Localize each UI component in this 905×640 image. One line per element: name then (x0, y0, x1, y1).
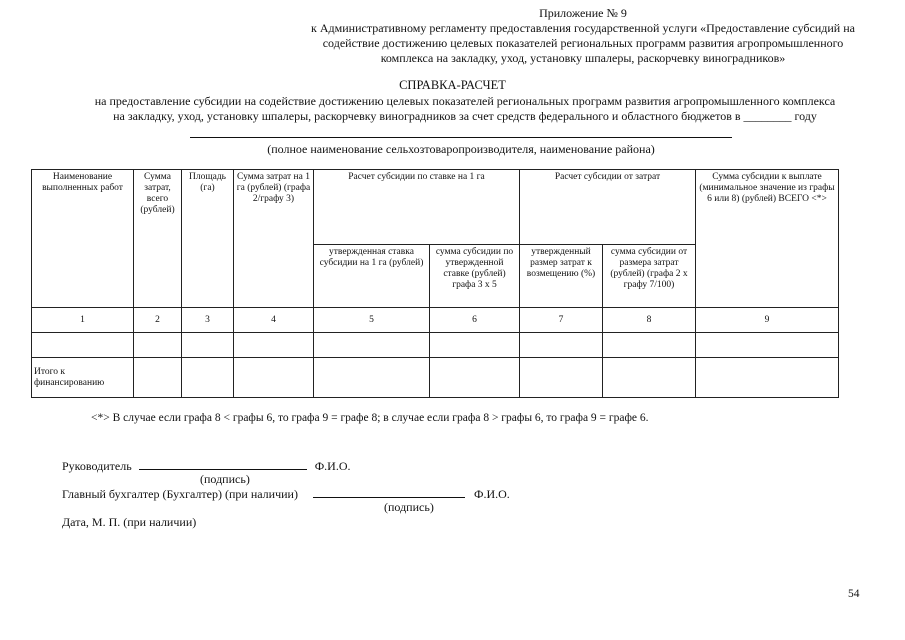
column-number: 7 (520, 308, 603, 333)
data-cell[interactable] (182, 333, 234, 358)
column-number-row (32, 308, 839, 333)
appendix-line-2: содействие достижению целевых показателей региональных программ развития агропромышленного (322, 36, 844, 50)
appendix-header (283, 6, 883, 66)
header-group-rate: Расчет субсидии по ставке на 1 га (314, 170, 520, 245)
total-cell[interactable] (234, 358, 314, 398)
footnote: <*> В случае если графа 8 < графы 6, то графа 9 = графе 8; в случае если графа 8 > графы 6, то графа 9 = графе 6. (91, 412, 649, 424)
accountant-signature-field[interactable] (313, 486, 465, 498)
subheader-rate-sum: сумма субсидии по утвержденной ставке (рублей) графа 3 x 5 (430, 245, 520, 308)
data-cell[interactable] (603, 333, 696, 358)
head-signature-field[interactable] (139, 458, 307, 470)
subheader-cost-percent: утвержденный размер затрат к возмещению (%) (520, 245, 603, 308)
appendix-line-3: комплекса на закладку, уход, установку шпалеры, раскорчевку виноградников» (380, 51, 786, 65)
date-stamp-label: Дата, М. П. (при наличии) (62, 515, 197, 529)
subtitle-line-1: на предоставление субсидии на содействие достижению целевых показателей региональных программ развития агропромышленного комплекса (94, 94, 836, 108)
total-cell[interactable] (603, 358, 696, 398)
total-row (32, 358, 839, 398)
subheader-rate: утвержденная ставка субсидии на 1 га (рублей) (314, 245, 430, 308)
total-cell[interactable] (430, 358, 520, 398)
subtitle-line-2: на закладку, уход, установку шпалеры, раскорчевку виноградников за счет средств федерального и областного бюджетов в ________ году (113, 109, 817, 123)
producer-name-field[interactable] (190, 137, 732, 138)
data-cell[interactable] (430, 333, 520, 358)
column-number: 3 (182, 308, 234, 333)
header-work-name: Наименование выполненных работ (32, 170, 134, 308)
subheader-cost-sum: сумма субсидии от размера затрат (рублей) (графа 2 x графу 7/100) (603, 245, 696, 308)
data-cell[interactable] (696, 333, 839, 358)
head-fio: Ф.И.О. (314, 459, 351, 473)
column-number: 1 (32, 308, 134, 333)
column-number: 4 (234, 308, 314, 333)
accountant-signature-caption: (подпись) (384, 500, 434, 514)
total-label: Итого к финансированию (32, 358, 134, 398)
column-number: 8 (603, 308, 696, 333)
header-cost-per-ha: Сумма затрат на 1 га (рублей) (графа 2/графу 3) (234, 170, 314, 308)
header-subsidy-total: Сумма субсидии к выплате (минимальное значение из графы 6 или 8) (рублей) ВСЕГО <*> (696, 170, 839, 308)
column-number: 2 (134, 308, 182, 333)
accountant-fio: Ф.И.О. (473, 487, 510, 501)
appendix-number: Приложение № 9 (539, 6, 627, 20)
document-title: СПРАВКА-РАСЧЕТ (399, 78, 506, 92)
data-cell[interactable] (314, 333, 430, 358)
data-cell[interactable] (520, 333, 603, 358)
document-subtitle (40, 94, 890, 124)
header-row (32, 170, 839, 245)
header-area: Площадь (га) (182, 170, 234, 308)
page-number: 54 (848, 588, 860, 600)
accountant-signature-line (62, 486, 510, 502)
column-number: 6 (430, 308, 520, 333)
head-label: Руководитель (62, 459, 132, 473)
data-cell[interactable] (134, 333, 182, 358)
calculation-table (31, 169, 839, 398)
header-total-cost: Сумма затрат, всего (рублей) (134, 170, 182, 308)
column-number: 9 (696, 308, 839, 333)
column-number: 5 (314, 308, 430, 333)
producer-name-caption: (полное наименование сельхозтоваропроизводителя, наименование района) (267, 142, 655, 156)
accountant-label: Главный бухгалтер (Бухгалтер) (при наличии) (62, 487, 298, 501)
total-cell[interactable] (134, 358, 182, 398)
total-cell[interactable] (314, 358, 430, 398)
data-row (32, 333, 839, 358)
head-signature-caption: (подпись) (200, 472, 250, 486)
appendix-line-1: к Административному регламенту предоставления государственной услуги «Предоставление субсидий на (311, 21, 855, 35)
header-group-cost: Расчет субсидии от затрат (520, 170, 696, 245)
total-cell[interactable] (182, 358, 234, 398)
data-cell[interactable] (234, 333, 314, 358)
total-cell[interactable] (520, 358, 603, 398)
data-cell[interactable] (32, 333, 134, 358)
total-cell[interactable] (696, 358, 839, 398)
